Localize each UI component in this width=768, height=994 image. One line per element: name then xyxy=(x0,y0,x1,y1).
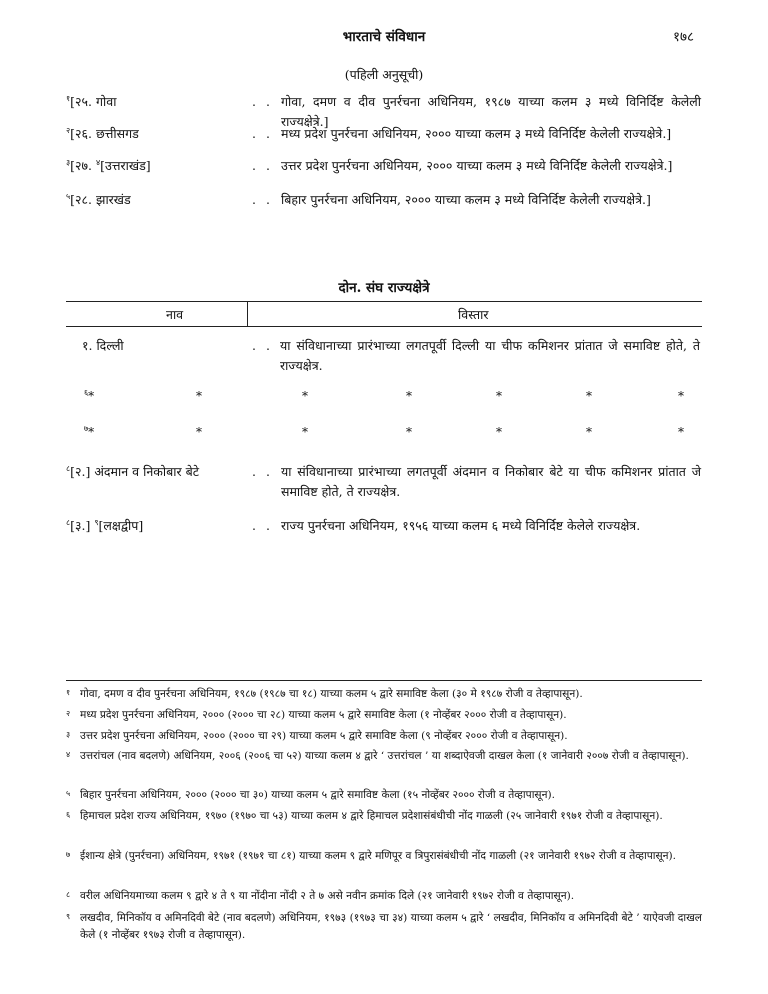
omission-mark xyxy=(84,425,94,439)
asterisk: * xyxy=(406,425,412,439)
ut-name xyxy=(66,462,199,482)
footnote-text: गोवा, दमण व दीव पुनर्रचना अधिनियम, १९८७ (१९८७ चा १८) याच्या कलम ५ द्वारे समाविष्ट केला (३० मे १९८७ रोजी व तेव्हापासून). xyxy=(80,688,583,700)
footnote-mark: ४ xyxy=(66,750,71,759)
footnote-ref: ८ xyxy=(66,518,71,527)
ut-description: या संविधानाच्या प्रारंभाच्या लगतपूर्वी दिल्ली या चीफ कमिशनर प्रांतात जे समाविष्ट होते, ते राज्यक्षेत्र. xyxy=(280,338,700,373)
column-divider xyxy=(247,302,248,326)
footnote-mark: ३ xyxy=(66,730,71,739)
footnote-ref: २ xyxy=(66,126,71,135)
state-name-text: [२६. छत्तीसगड xyxy=(70,126,139,141)
leader-dots: . . xyxy=(252,192,273,207)
asterisk: * xyxy=(196,389,202,403)
state-name-text: [उत्तराखंड] xyxy=(100,158,151,173)
footnote-mark: १ xyxy=(66,688,71,697)
column-header-extent: विस्तार xyxy=(458,307,489,322)
table-top-rule xyxy=(66,301,702,302)
ut-name-text: [लक्षद्वीप] xyxy=(98,518,144,533)
footnote-mark: ८ xyxy=(66,890,71,899)
state-name xyxy=(66,92,116,112)
state-name-text: [२५. गोवा xyxy=(70,94,117,109)
leader-dots: . . xyxy=(252,518,273,533)
asterisk: * xyxy=(196,425,202,439)
footnote-text: लखदीव, मिनिकॉय व अमिनदिवी बेटे (नाव बदलणे) अधिनियम, १९७३ (१९७३ चा ३४) याच्या कलम ५ द्वारे ‘ लखदीव, मिनिकॉय व अमिनदिवी बेटे ’ याऐवजी दाखल केले (१ नोव्हेंबर १९७३ रोजी व तेव्हापासून). xyxy=(80,912,702,941)
asterisk: * xyxy=(406,389,412,403)
leader-dots: . . xyxy=(252,464,273,479)
footnote-text: उत्तर प्रदेश पुनर्रचना अधिनियम, २००० (२००० चा २९) याच्या कलम ५ द्वारे समाविष्ट केला (९ नोव्हेंबर २००० रोजी व तेव्हापासून). xyxy=(80,730,568,742)
state-description: मध्य प्रदेश पुनर्रचना अधिनियम, २००० याच्या कलम ३ मध्ये विनिर्दिष्ट केलेली राज्यक्षेत्रे.] xyxy=(281,126,672,141)
footnote-mark: ७ xyxy=(66,850,71,859)
asterisk: * xyxy=(678,425,684,439)
asterisk: * xyxy=(678,389,684,403)
footnote-ref: १ xyxy=(66,94,71,103)
footnote-ref: ८ xyxy=(66,464,71,473)
ut-name xyxy=(66,516,143,536)
ut-description: राज्य पुनर्रचना अधिनियम, १९५६ याच्या कलम ६ मध्ये विनिर्दिष्ट केलेले राज्यक्षेत्र. xyxy=(281,518,641,533)
footnote-ref: ६ xyxy=(84,388,89,397)
state-name xyxy=(66,124,139,144)
footnote-mark: ६ xyxy=(66,810,71,819)
footnote-ref: ७ xyxy=(84,424,89,433)
footnote-ref: ९ xyxy=(94,518,99,527)
state-name xyxy=(66,156,151,176)
table-header-rule xyxy=(66,326,702,327)
footnote-text: मध्य प्रदेश पुनर्रचना अधिनियम, २००० (२००० चा २८) याच्या कलम ५ द्वारे समाविष्ट केला (१ नोव्हेंबर २००० रोजी व तेव्हापासून). xyxy=(80,709,567,721)
omission-mark xyxy=(84,389,94,403)
asterisk: * xyxy=(302,425,308,439)
ut-name: १. दिल्ली xyxy=(82,338,124,353)
footnote-text: उत्तरांचल (नाव बदलणे) अधिनियम, २००६ (२००६ चा ५२) याच्या कलम ४ द्वारे ‘ उत्तरांचल ’ या शब्दाऐवजी दाखल केला (१ जानेवारी २००७ रोजी व तेव्हापासून). xyxy=(80,750,689,762)
footnote-ref: ४ xyxy=(96,158,101,167)
state-description: उत्तर प्रदेश पुनर्रचना अधिनियम, २००० याच्या कलम ३ मध्ये विनिर्दिष्ट केलेली राज्यक्षेत्रे.] xyxy=(281,158,673,173)
asterisk: * xyxy=(88,389,95,403)
state-description: बिहार पुनर्रचना अधिनियम, २००० याच्या कलम ३ मध्ये विनिर्दिष्ट केलेली राज्यक्षेत्रे.] xyxy=(281,192,651,207)
leader-dots: . . xyxy=(252,94,273,109)
footnote-ref: ५ xyxy=(66,192,71,201)
schedule-subtitle: (पहिली अनुसूची) xyxy=(344,67,424,82)
section-title: दोन. संघ राज्यक्षेत्रे xyxy=(338,280,430,296)
leader-dots: . . xyxy=(252,158,273,173)
leader-dots: . . xyxy=(252,126,273,141)
ut-description: या संविधानाच्या प्रारंभाच्या लगतपूर्वी अंदमान व निकोबार बेटे या चीफ कमिशनर प्रांतात जे समाविष्ट होते, ते राज्यक्षेत्र. xyxy=(281,464,701,499)
asterisk: * xyxy=(586,425,592,439)
footnote-mark: २ xyxy=(66,709,71,718)
state-name-text: [२७. xyxy=(70,158,96,173)
footnote-text: बिहार पुनर्रचना अधिनियम, २००० (२००० चा ३०) याच्या कलम ५ द्वारे समाविष्ट केला (१५ नोव्हेंबर २००० रोजी व तेव्हापासून). xyxy=(80,789,555,801)
asterisk: * xyxy=(586,389,592,403)
ut-name-text: [२.] अंदमान व निकोबार बेटे xyxy=(70,464,200,479)
page-title: भारताचे संविधान xyxy=(342,29,426,45)
asterisk: * xyxy=(496,389,502,403)
footnote-text: ईशान्य क्षेत्रे (पुनर्रचना) अधिनियम, १९७१ (१९७१ चा ८१) याच्या कलम ९ द्वारे मणिपूर व त्रिपुरासंबंधीची नोंद गाळली (२१ जानेवारी १९७२ रोजी व तेव्हापासून). xyxy=(80,850,676,862)
state-name xyxy=(66,190,131,210)
footnote-rule xyxy=(66,680,702,681)
asterisk: * xyxy=(302,389,308,403)
asterisk: * xyxy=(496,425,502,439)
page-number: १७८ xyxy=(672,29,694,45)
footnote-mark: ५ xyxy=(66,789,71,798)
footnote-text: वरील अधिनियमाच्या कलम ९ द्वारे ४ ते ९ या नोंदीना नोंदी २ ते ७ असे नवीन क्रमांक दिले (२१ जानेवारी १९७२ रोजी व तेव्हापासून). xyxy=(80,890,575,902)
leader-dots: . . xyxy=(252,338,273,353)
state-description: गोवा, दमण व दीव पुनर्रचना अधिनियम, १९८७ याच्या कलम ३ मध्ये विनिर्दिष्ट केलेली राज्यक्षेत्रे.] xyxy=(281,94,701,129)
footnote-mark: ९ xyxy=(66,912,71,921)
footnote-text: हिमाचल प्रदेश राज्य अधिनियम, १९७० (१९७० चा ५३) याच्या कलम ४ द्वारे हिमाचल प्रदेशासंबंधीची नोंद गाळली (२५ जानेवारी १९७१ रोजी व तेव्हापासून). xyxy=(80,810,663,822)
column-header-name: नाव xyxy=(166,307,184,322)
footnote-ref: ३ xyxy=(66,158,71,167)
asterisk: * xyxy=(88,425,95,439)
ut-name-text: [३.] xyxy=(70,518,95,533)
state-name-text: [२८. झारखंड xyxy=(70,192,131,207)
